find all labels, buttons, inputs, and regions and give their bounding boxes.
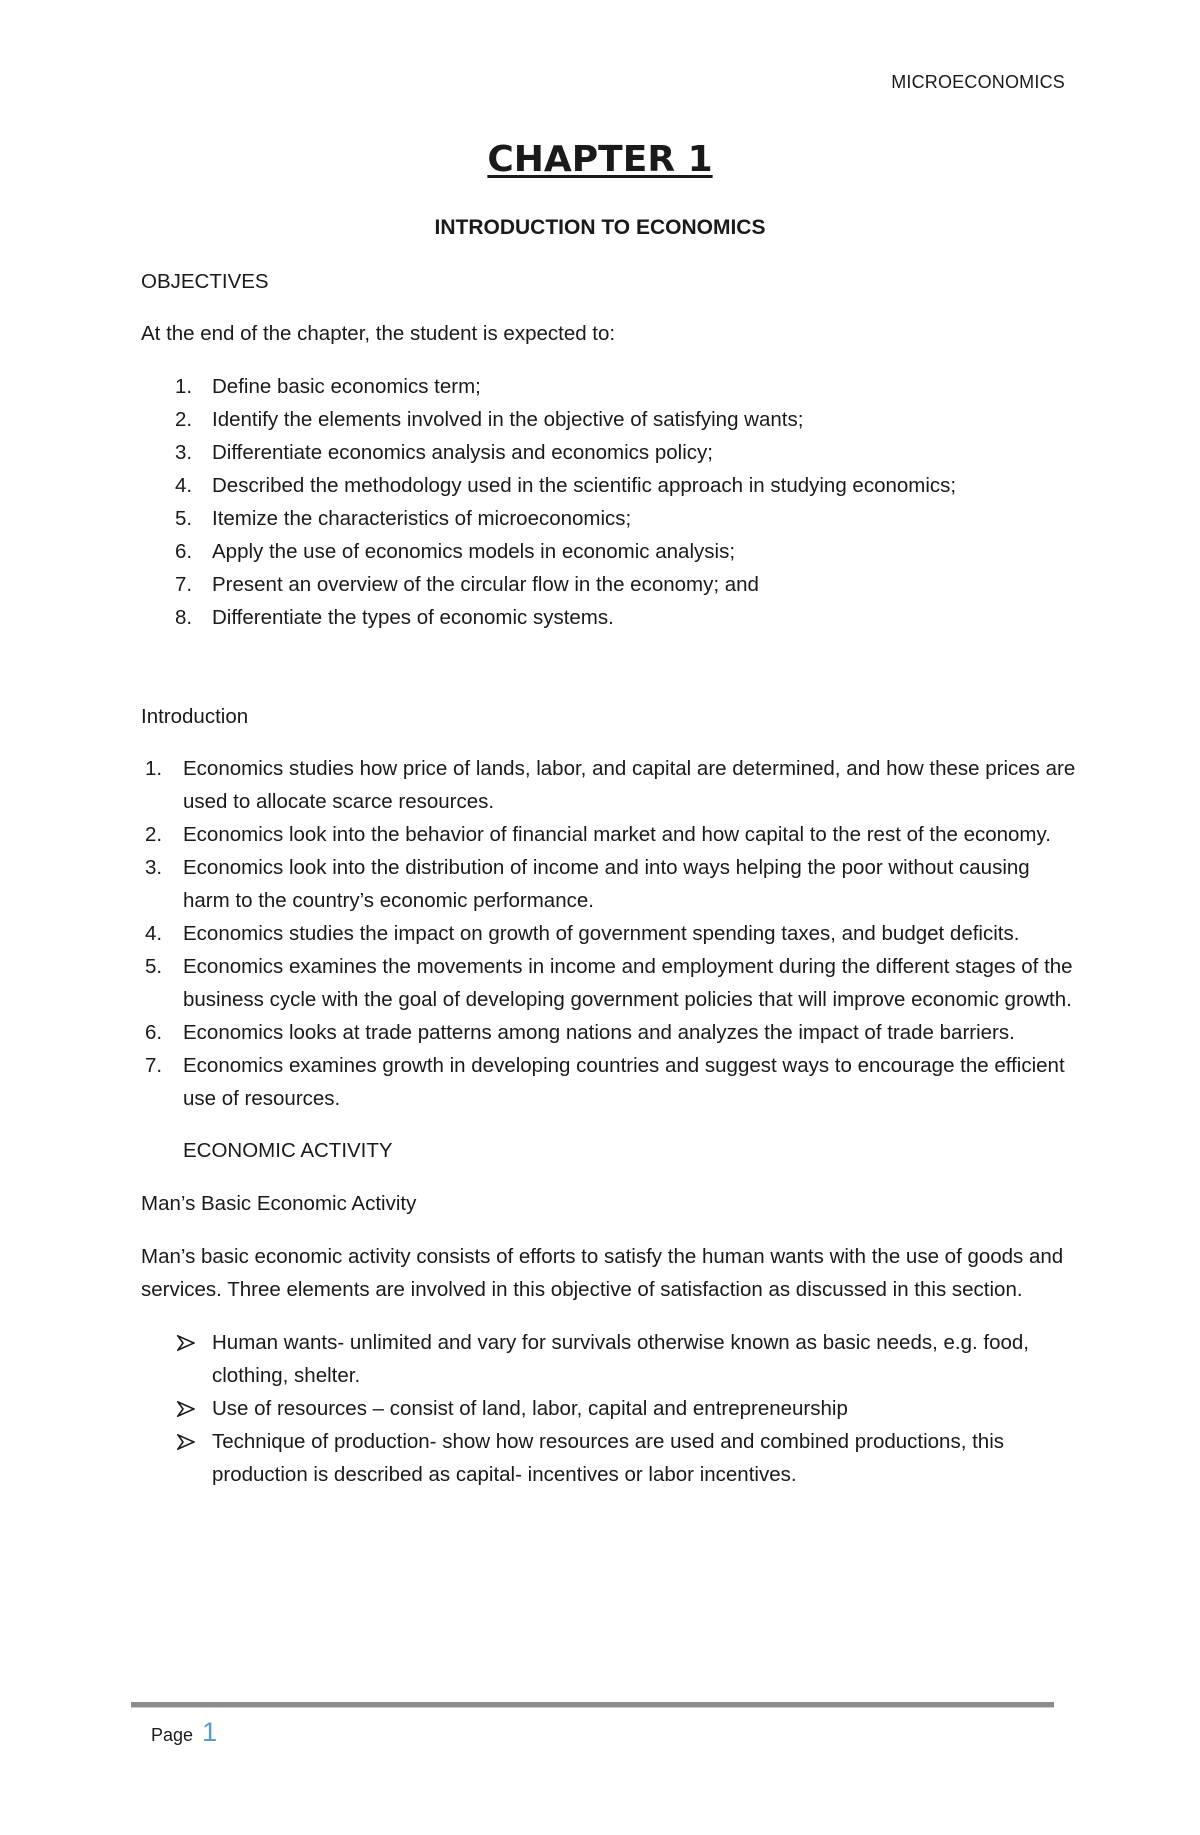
list-item-text: Present an overview of the circular flow in the economy; and: [212, 573, 759, 596]
economic-activity-paragraph: Man’s basic economic activity consists of efforts to satisfy the human wants with the use of goods and services. Three elements are involved in this objective of satisfaction as discussed in this section.: [141, 1245, 1064, 1301]
chapter-subtitle: INTRODUCTION TO ECONOMICS: [434, 216, 766, 239]
list-item: [141, 601, 1076, 634]
objectives-list: [141, 370, 1076, 634]
list-item: [141, 370, 1076, 403]
list-item-number: 8.: [175, 606, 193, 629]
list-item-text: Technique of production- show how resources are used and combined productions, this production is described as capital- incentives or labor incentives.: [212, 1430, 1004, 1486]
list-item-number: 5.: [175, 507, 193, 530]
list-item-text: Human wants- unlimited and vary for survivals otherwise known as basic needs, e.g. food, clothing, shelter.: [212, 1331, 1029, 1387]
economic-activity-heading: ECONOMIC ACTIVITY: [183, 1139, 393, 1162]
introduction-list: [141, 752, 1076, 1115]
list-item-number: 1.: [175, 375, 193, 398]
page-label: Page: [151, 1725, 194, 1745]
list-item: [141, 752, 1076, 818]
list-item-number: 7.: [175, 573, 193, 596]
arrowhead-bullet-icon: [177, 1434, 195, 1450]
list-item-number: 7.: [145, 1054, 163, 1077]
arrowhead-bullet-icon: [177, 1335, 195, 1351]
list-item-number: 5.: [145, 955, 163, 978]
page-footer: [151, 1716, 217, 1751]
list-item-text: Economics look into the behavior of financial market and how capital to the rest of the economy.: [183, 823, 1051, 846]
list-item-number: 2.: [145, 823, 163, 846]
list-item-number: 6.: [145, 1021, 163, 1044]
list-item: [141, 1016, 1076, 1049]
list-item: [141, 950, 1076, 1016]
list-item-text: Use of resources – consist of land, labor, capital and entrepreneurship: [212, 1397, 848, 1420]
list-item-number: 2.: [175, 408, 193, 431]
list-item: [141, 502, 1076, 535]
basic-economic-activity-heading: Man’s Basic Economic Activity: [141, 1192, 417, 1215]
list-item-text: Economics looks at trade patterns among nations and analyzes the impact of trade barriers.: [183, 1021, 1015, 1044]
body-content: [141, 265, 1076, 1491]
list-item-number: 4.: [145, 922, 163, 945]
list-item: [141, 1392, 1076, 1425]
list-item-number: 6.: [175, 540, 193, 563]
list-item: [141, 436, 1076, 469]
list-item: [141, 818, 1076, 851]
list-item: [141, 917, 1076, 950]
list-item-text: Economics studies the impact on growth of government spending taxes, and budget deficits.: [183, 922, 1020, 945]
list-item-text: Define basic economics term;: [212, 375, 481, 398]
introduction-heading: Introduction: [141, 705, 249, 728]
list-item-text: Economics examines the movements in income and employment during the different stages of the business cycle with the goal of developing government policies that will improve economic growth.: [183, 955, 1073, 1011]
list-item-number: 3.: [175, 441, 193, 464]
list-item-text: Economics examines growth in developing countries and suggest ways to encourage the efficient use of resources.: [183, 1054, 1065, 1110]
list-item-text: Economics studies how price of lands, labor, and capital are determined, and how these prices are used to allocate scarce resources.: [183, 757, 1076, 813]
list-item-text: Identify the elements involved in the objective of satisfying wants;: [212, 408, 804, 431]
list-item: [141, 469, 1076, 502]
elements-bullet-list: [141, 1326, 1076, 1491]
list-item: [141, 535, 1076, 568]
list-item-number: 3.: [145, 856, 163, 879]
list-item-number: 1.: [145, 757, 163, 780]
list-item-text: Apply the use of economics models in economic analysis;: [212, 540, 736, 563]
list-item: [141, 1425, 1076, 1491]
list-item: [141, 1326, 1076, 1392]
list-item-text: Differentiate economics analysis and economics policy;: [212, 441, 713, 464]
page-number: 1: [202, 1717, 218, 1747]
objectives-intro: At the end of the chapter, the student is expected to:: [141, 322, 616, 345]
list-item: [141, 1049, 1076, 1115]
list-item-text: Itemize the characteristics of microeconomics;: [212, 507, 632, 530]
list-item: [141, 403, 1076, 436]
list-item-text: Economics look into the distribution of income and into ways helping the poor without causing harm to the country’s economic performance.: [183, 856, 1030, 912]
objectives-label: OBJECTIVES: [141, 270, 269, 293]
chapter-title: CHAPTER 1: [487, 139, 713, 180]
list-item-text: Differentiate the types of economic systems.: [212, 606, 614, 629]
list-item: [141, 568, 1076, 601]
footer-divider: [131, 1702, 1054, 1708]
arrowhead-bullet-icon: [177, 1401, 195, 1417]
list-item-text: Described the methodology used in the scientific approach in studying economics;: [212, 474, 957, 497]
running-header: MICROECONOMICS: [891, 72, 1065, 92]
list-item: [141, 851, 1076, 917]
list-item-number: 4.: [175, 474, 193, 497]
